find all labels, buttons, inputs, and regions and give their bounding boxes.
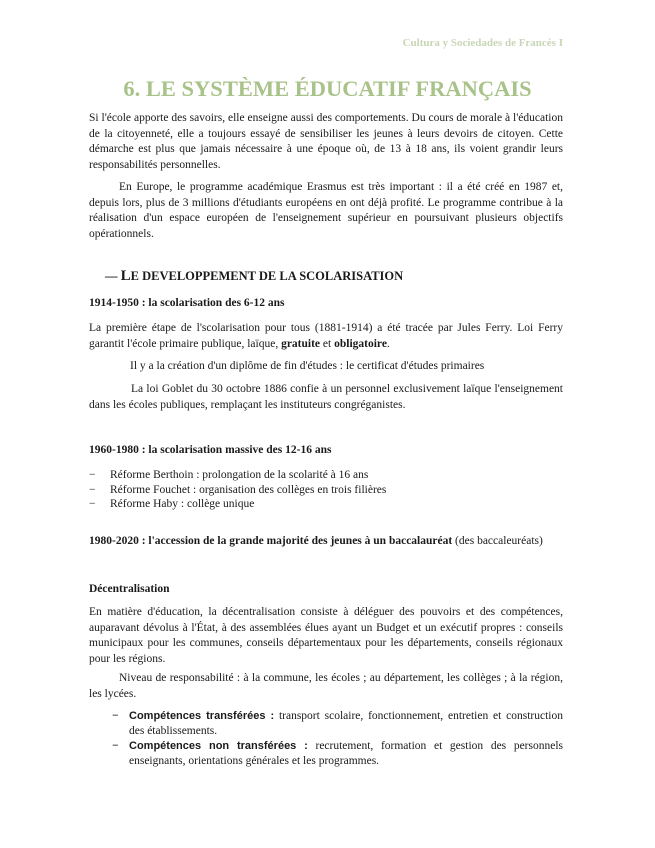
running-head: Cultura y Sociedades de Francés I	[402, 37, 563, 49]
period-3-heading-tail: (des baccaleuréats)	[452, 535, 543, 547]
section-heading-rest: E DEVELOPPEMENT DE LA SCOLARISATION	[130, 269, 404, 283]
list-item	[112, 709, 563, 739]
period-2-heading: 1960-1980 : la scolarisation massive des 12-16 ans	[89, 444, 332, 456]
period-1-goblet-paragraph: La loi Goblet du 30 octobre 1886 confie à un personnel exclusivement laïque l'enseignement dans les écoles publiques, remplaçant les instituteurs congréganistes.	[89, 383, 563, 411]
gratuite-emphasis: gratuite	[281, 337, 321, 350]
competences-non-transferees-text: recrutement, formation et gestion des personnels enseignants, orientations générales et les programmes.	[129, 740, 564, 767]
period-3-heading-bold: 1980-2020 : l'accession de la grande majorité des jeunes à un baccalauréat	[89, 535, 453, 547]
reform-berthoin: Réforme Berthoin : prolongation de la scolarité à 16 ans	[110, 469, 369, 481]
period-1-heading: 1914-1950 : la scolarisation des 6-12 ans	[89, 297, 285, 309]
dash-bullet: −	[89, 498, 96, 510]
reform-fouchet: Réforme Fouchet : organisation des collèges en trois filières	[110, 483, 387, 496]
dash-bullet: −	[89, 469, 96, 481]
list-item	[89, 468, 386, 483]
section-heading-initial: L	[120, 268, 131, 284]
period-1-text: La première étape de l'scolarisation pour tous (1881-1914) a été tracée par Jules Ferry. Loi Ferry garantit l'école primaire publique, laïque,	[89, 322, 563, 350]
list-item	[89, 497, 386, 512]
decentralisation-paragraph-2: Niveau de responsabilité : à la commune, les écoles ; au département, les collèges ; à la région, les lycées.	[89, 672, 563, 700]
list-item	[89, 483, 386, 498]
period-3-heading	[89, 535, 543, 547]
obligatoire-emphasis: obligatoire	[334, 337, 387, 350]
reform-haby: Réforme Haby : collège unique	[110, 498, 255, 510]
competences-list	[112, 709, 563, 769]
period-1-paragraph	[89, 321, 563, 352]
dash-bullet: −	[112, 710, 119, 722]
section-dash: —	[105, 269, 118, 283]
list-item	[112, 739, 563, 769]
decentralisation-heading: Décentralisation	[89, 583, 170, 595]
dash-bullet: −	[89, 483, 96, 496]
decentralisation-paragraph-1: En matière d'éducation, la décentralisation consiste à déléguer des pouvoirs et des compétences, auparavant dévolus à l'État, à des assemblées élues ayant un Budget et un exécutif propres : conseils municipaux pour les communes, conseils départementaux pour les départements, conseils régionaux pour les régions.	[89, 606, 563, 665]
competences-transferees-text: transport scolaire, fonctionnement, entretien et construction des établissements.	[129, 710, 563, 737]
competences-non-transferees-label: Compétences non transférées :	[129, 740, 308, 752]
page-title: 6. LE SYSTÈME ÉDUCATIF FRANÇAIS	[123, 76, 532, 101]
period-2-reform-list	[89, 468, 386, 512]
period-1-conjunction: et	[320, 337, 335, 350]
period-1-diploma-line: Il y a la création d'un diplôme de fin d'études : le certificat d'études primaires	[130, 360, 485, 372]
competences-transferees-label: Compétences transférées :	[129, 710, 275, 722]
intro-paragraph-1: Si l'école apporte des savoirs, elle enseigne aussi des comportements. Du cours de morale à l'éducation de la citoyenneté, elle a toujours essayé de sensibiliser les jeunes à leurs devoirs de citoyen. Cette démarche est plus que jamais nécessaire à une époque où, de 13 à 18 ans, ils voient grandir leurs responsabilités personnelles.	[89, 112, 563, 171]
period-1-period: .	[386, 337, 390, 350]
dash-bullet: −	[112, 740, 119, 752]
section-heading	[105, 268, 403, 285]
intro-paragraph-2: En Europe, le programme académique Erasmus est très important : il a été créé en 1987 et, depuis lors, plus de 3 millions d'étudiants européens en ont déjà profité. Le programme contribue à la réalisation d'un espace européen de l'enseignement supérieur en poursuivant plusieurs objectifs opérationnels.	[89, 181, 563, 240]
